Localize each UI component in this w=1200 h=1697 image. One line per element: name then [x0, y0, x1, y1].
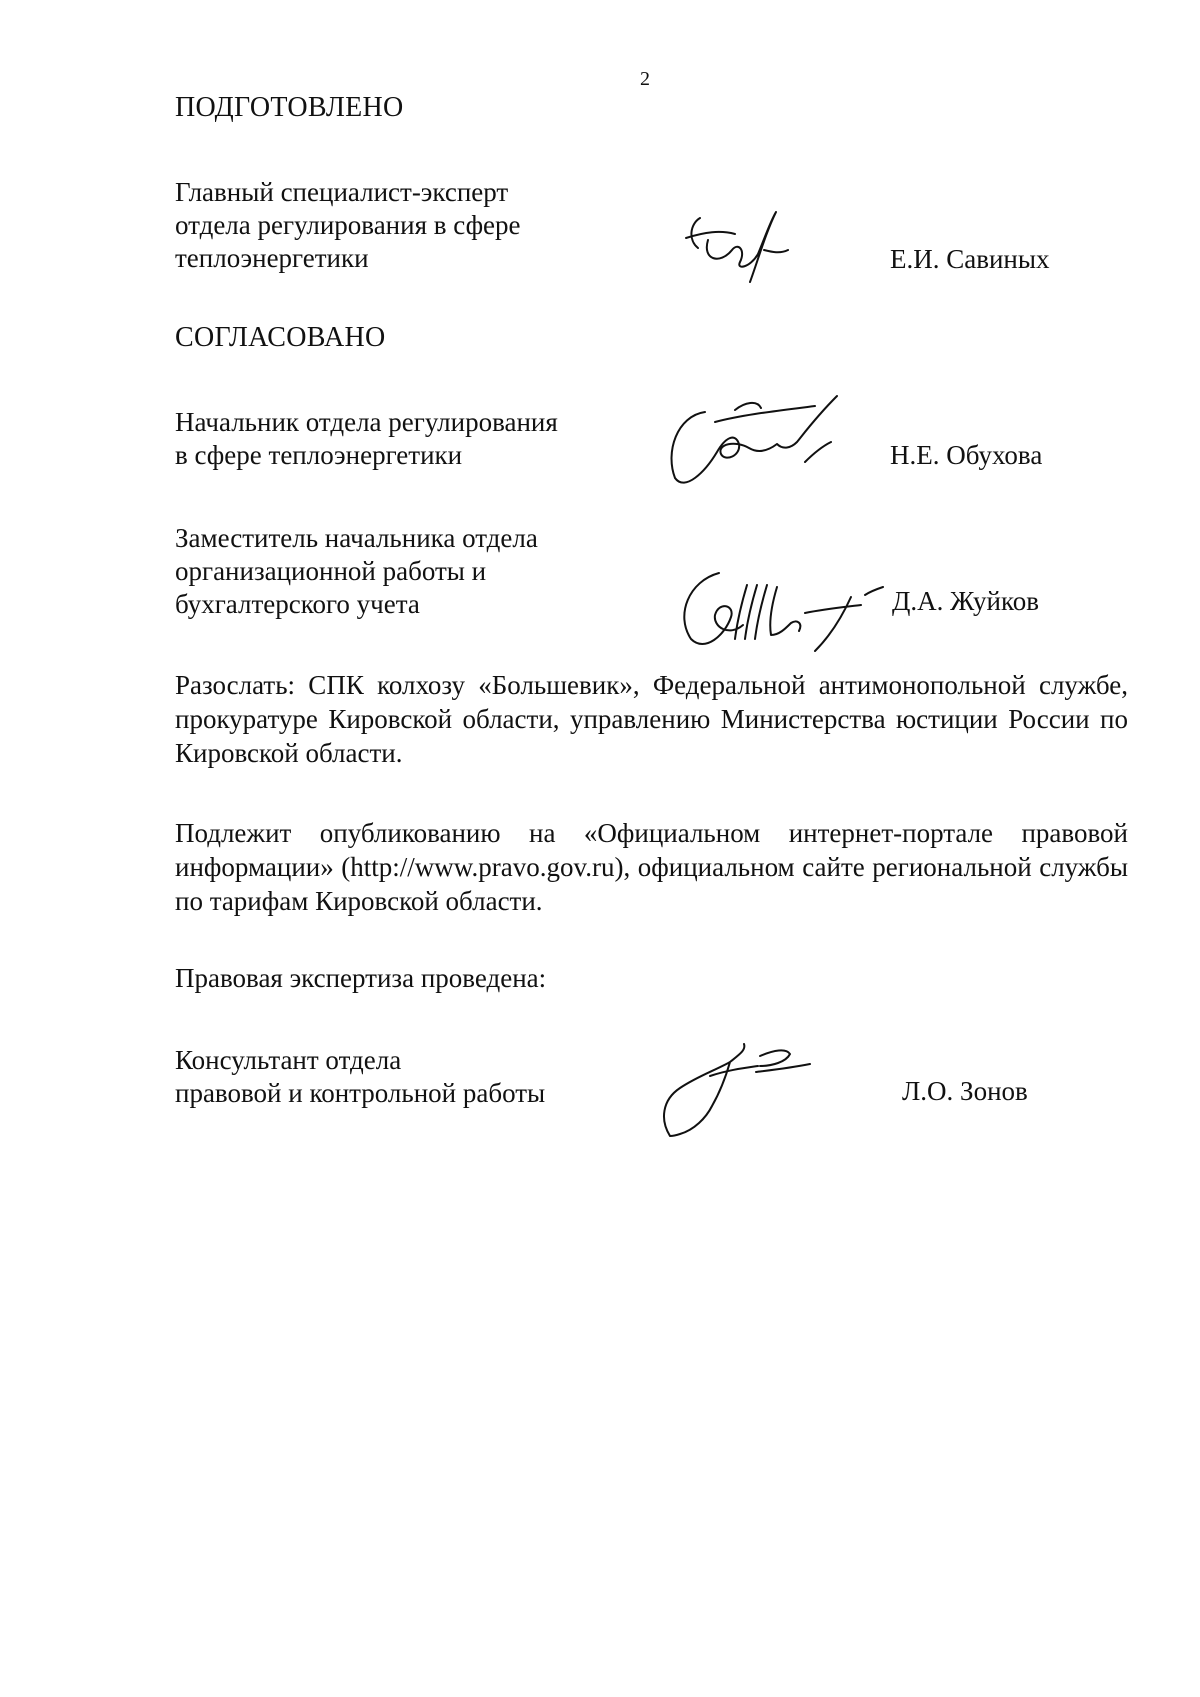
- position-line: Главный специалист-эксперт: [175, 177, 509, 207]
- legal-review-name: Л.О. Зонов: [902, 1076, 1028, 1106]
- position-line: отдела регулирования в сфере: [175, 210, 521, 240]
- position-line: бухгалтерского учета: [175, 589, 420, 619]
- prepared-position: [175, 176, 521, 275]
- signature-savinykh: [680, 210, 800, 290]
- signature-zhuykov: [675, 565, 885, 655]
- distribution-paragraph: Разослать: СПК колхозу «Большевик», Федеральной антимонопольной службе, прокуратуре Кировской области, управлению Министерства юстиции России по Кировской области.: [175, 670, 1128, 768]
- position-line: Консультант отдела: [175, 1045, 402, 1075]
- page-number: 2: [640, 68, 650, 90]
- agreed-signer-2-position: [175, 522, 538, 621]
- position-line: организационной работы и: [175, 556, 487, 586]
- legal-review-position: [175, 1044, 545, 1110]
- signature-zonov: [650, 1040, 820, 1140]
- prepared-name: Е.И. Савиных: [890, 244, 1050, 274]
- position-line: в сфере теплоэнергетики: [175, 440, 463, 470]
- agreed-heading: СОГЛАСОВАНО: [175, 322, 386, 353]
- position-line: теплоэнергетики: [175, 243, 369, 273]
- prepared-heading: ПОДГОТОВЛЕНО: [175, 92, 404, 123]
- position-line: правовой и контрольной работы: [175, 1078, 546, 1108]
- agreed-signer-1-name: Н.Е. Обухова: [890, 440, 1043, 470]
- position-line: Заместитель начальника отдела: [175, 523, 538, 553]
- publication-paragraph: Подлежит опубликованию на «Официальном интернет-портале правовой информации» (http://www.pravo.gov.ru), официальном сайте региональной службы по тарифам Кировской области.: [175, 818, 1128, 916]
- position-line: Начальник отдела регулирования: [175, 407, 558, 437]
- agreed-signer-1-position: [175, 406, 558, 472]
- legal-review-text: Правовая экспертиза проведена:: [175, 963, 547, 993]
- signature-obukhova: [665, 392, 865, 492]
- agreed-signer-2-name: Д.А. Жуйков: [892, 586, 1039, 616]
